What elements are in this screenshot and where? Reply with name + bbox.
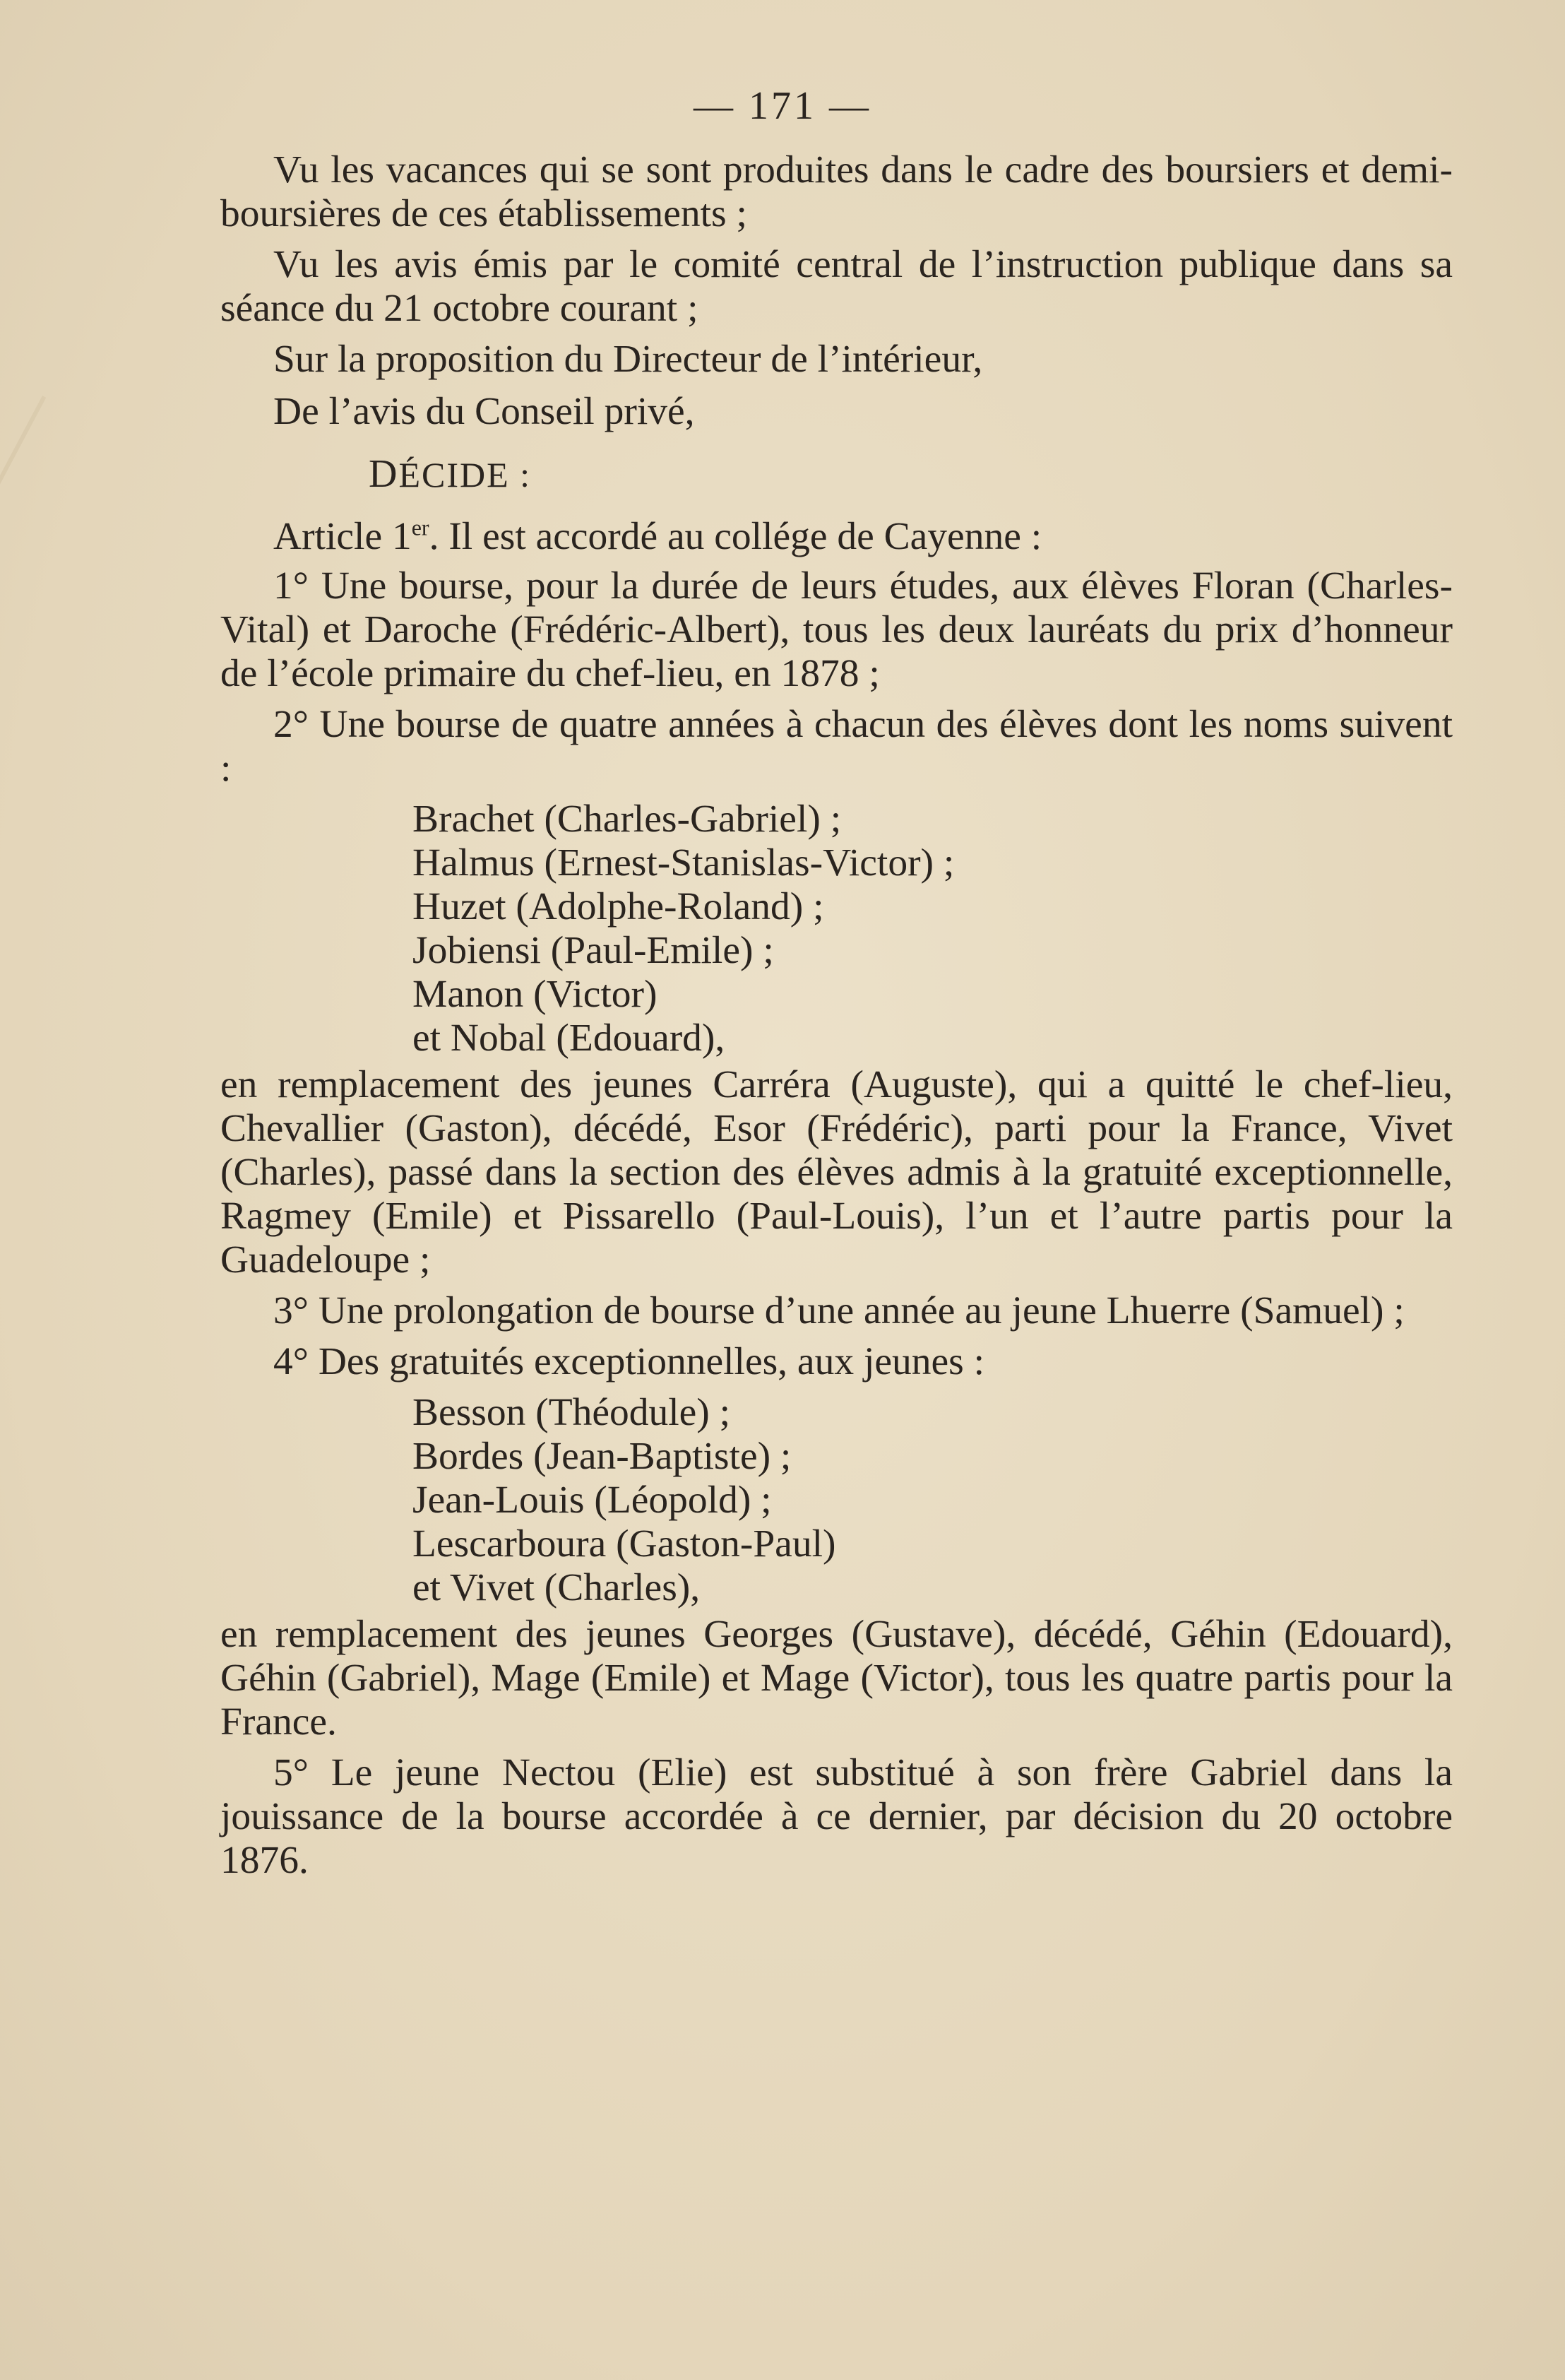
item-2-remplacement: en remplacement des jeunes Carréra (Auguste), qui a quitté le chef-lieu, Chevallier (Gaston), décédé, Esor (Frédéric), parti pour la France, Vivet (Charles), passé dans la section des élèves admis à la gratuité exceptionnelle, Ragmey (Emile) et Pissarello (Paul-Louis), l’un et l’autre partis pour la Guadeloupe ; xyxy=(220,1063,1453,1281)
article-1-heading xyxy=(220,515,1453,559)
item-2-intro: 2° Une bourse de quatre années à chacun des élèves dont les noms suivent : xyxy=(220,703,1453,790)
paragraph-avis-conseil: De l’avis du Conseil privé, xyxy=(273,390,695,433)
paragraph-vu-vacances: Vu les vacances qui se sont produites dans le cadre des boursiers et demi-boursières de ces établissements ; xyxy=(220,148,1453,235)
list-item: et Vivet (Charles), xyxy=(412,1566,701,1609)
page-number: — 171 — xyxy=(694,84,871,128)
list-boursiers xyxy=(412,798,1453,1060)
list-gratuites xyxy=(412,1391,1453,1610)
article-rest: . Il est accordé au collége de Cayenne : xyxy=(429,515,1042,558)
list-item: et Nobal (Edouard), xyxy=(412,1017,725,1060)
paragraph-sur-proposition: Sur la proposition du Directeur de l’intérieur, xyxy=(273,338,983,381)
document-body xyxy=(220,148,1453,1890)
item-5: 5° Le jeune Nectou (Elie) est substitué à son frère Gabriel dans la jouissance de la bourse accordée à ce dernier, par décision du 20 octobre 1876. xyxy=(220,1751,1453,1882)
list-item: Brachet (Charles-Gabriel) ; xyxy=(412,798,842,841)
item-4-intro: 4° Des gratuités exceptionnelles, aux jeunes : xyxy=(273,1340,985,1383)
item-1: 1° Une bourse, pour la durée de leurs études, aux élèves Floran (Charles-Vital) et Daroche (Frédéric-Albert), tous les deux lauréats du prix d’honneur de l’école primaire du chef-lieu, en 1878 ; xyxy=(220,564,1453,695)
list-item: Lescarboura (Gaston-Paul) xyxy=(412,1522,836,1565)
list-item: Manon (Victor) xyxy=(412,973,657,1016)
article-prefix: Article 1 xyxy=(273,515,412,558)
list-item: Huzet (Adolphe-Roland) ; xyxy=(412,885,824,928)
decide-heading xyxy=(369,452,1453,497)
item-4-remplacement: en remplacement des jeunes Georges (Gustave), décédé, Géhin (Edouard), Géhin (Gabriel), Mage (Emile) et Mage (Victor), tous les quatre partis pour la France. xyxy=(220,1613,1453,1743)
list-item: Halmus (Ernest-Stanislas-Victor) ; xyxy=(412,841,955,884)
list-item: Bordes (Jean-Baptiste) ; xyxy=(412,1435,792,1478)
list-item: Besson (Théodule) ; xyxy=(412,1391,731,1434)
decide-rest: ÉCIDE : xyxy=(398,455,532,495)
paragraph-vu-avis: Vu les avis émis par le comité central de l’instruction publique dans sa séance du 21 octobre courant ; xyxy=(220,243,1453,330)
article-superscript: er xyxy=(411,514,429,540)
item-3: 3° Une prolongation de bourse d’une année au jeune Lhuerre (Samuel) ; xyxy=(273,1289,1405,1332)
list-item: Jean-Louis (Léopold) ; xyxy=(412,1479,772,1522)
list-item: Jobiensi (Paul-Emile) ; xyxy=(412,929,774,972)
decide-initial: D xyxy=(369,452,399,496)
